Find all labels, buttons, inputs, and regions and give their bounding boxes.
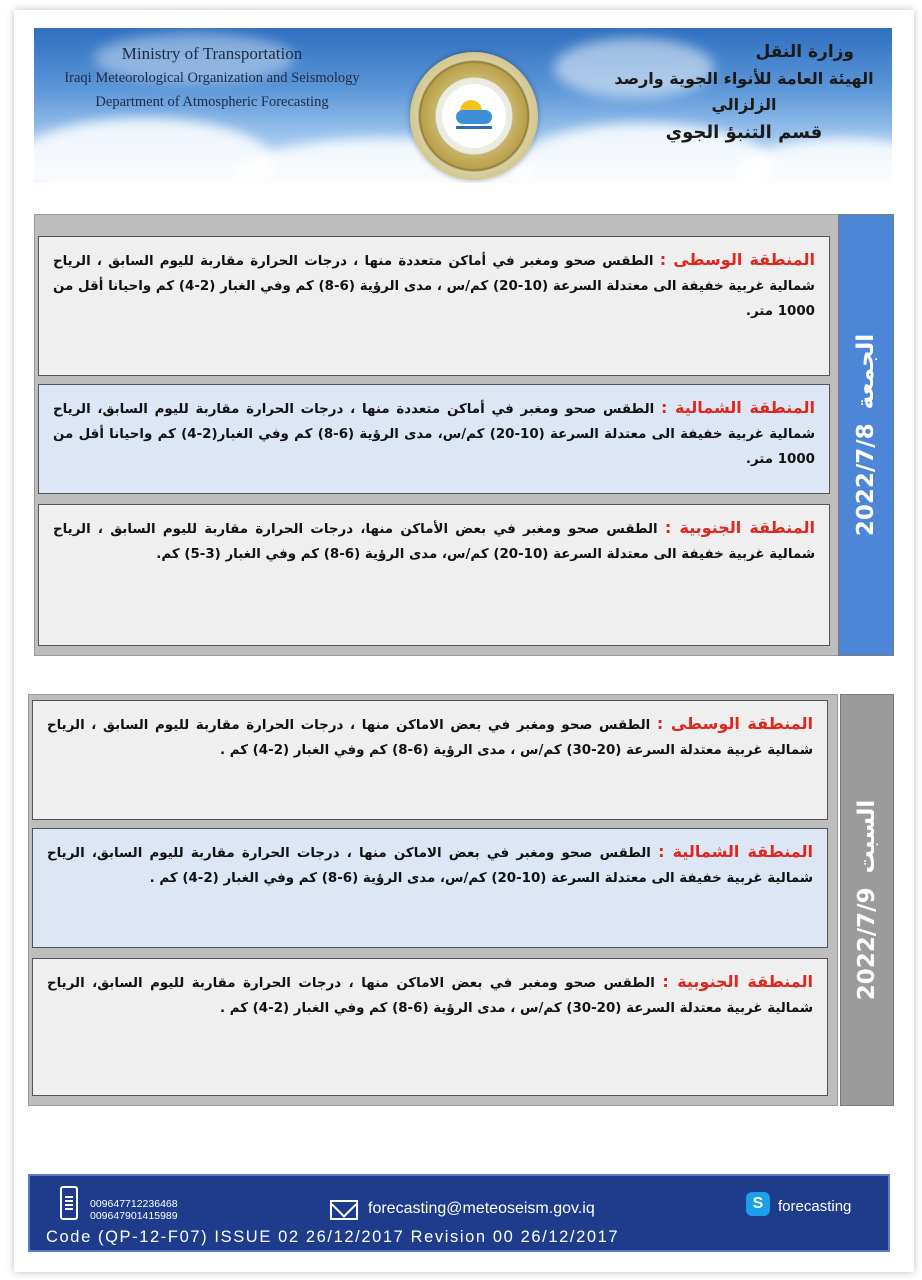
contact-footer bbox=[28, 1174, 890, 1252]
organization-title-en: Iraqi Meteorological Organization and Seismology bbox=[64, 70, 360, 86]
region-forecast-text: الطقس صحو ومغبر في بعض الاماكن منها ، درجات الحرارة مقاربة لليوم السابق ، الرياح شمالية غربية معتدلة السرعة (20-30) كم/س ، مدى الرؤية (6-8) كم وفي الغبار (2-4) كم . bbox=[47, 718, 813, 758]
region-name: المنطقة الوسطى : bbox=[659, 250, 815, 269]
region-box-northern bbox=[32, 828, 828, 948]
region-box-southern bbox=[32, 958, 828, 1096]
weekday-label: الجمعة bbox=[853, 333, 879, 410]
region-box-central bbox=[38, 236, 830, 376]
letterhead-banner bbox=[34, 28, 892, 183]
department-title-en: Department of Atmospheric Forecasting bbox=[95, 94, 329, 110]
region-name: المنطقة الشمالية : bbox=[658, 842, 814, 861]
ministry-title-ar: وزارة النقل bbox=[755, 42, 854, 62]
email-address: forecasting@meteoseism.gov.iq bbox=[368, 1200, 595, 1217]
phone-numbers bbox=[90, 1198, 178, 1222]
region-box-northern bbox=[38, 384, 830, 494]
region-name: المنطقة الجنوبية : bbox=[664, 518, 815, 537]
english-letterhead bbox=[52, 42, 372, 114]
arabic-letterhead bbox=[614, 38, 874, 148]
organization-title-ar: الهيئة العامة للأنواء الجوية وارصد الزلزالي bbox=[614, 69, 874, 114]
region-forecast-text: الطقس صحو ومغبر في بعض الاماكن منها ، درجات الحرارة مقاربة لليوم السابق، الرياح شمالية غربية خفيفة الى معتدلة السرعة (10-20) كم/س، مدى الرؤية (6-8) كم وفي الغبار (2-4) كم . bbox=[47, 846, 813, 886]
weekday-label: السبت bbox=[854, 799, 880, 874]
day-sidebar-friday bbox=[838, 214, 894, 656]
skype-handle: forecasting bbox=[778, 1198, 852, 1215]
date-label: 2022/7/8 bbox=[853, 423, 879, 537]
skype-icon: S bbox=[746, 1192, 770, 1216]
phone-number-2: 009647901415989 bbox=[90, 1210, 178, 1222]
date-label: 2022/7/9 bbox=[854, 887, 880, 1001]
department-title-ar: قسم التنبؤ الجوي bbox=[665, 122, 823, 143]
region-forecast-text: الطقس صحو ومغبر في بعض الأماكن منها، درجات الحرارة مقاربة لليوم السابق ، الرياح شمالية غربية خفيفة الى معتدلة السرعة (10-20) كم/س، مدى الرؤية (6-8) كم وفي الغبار (3-5) كم. bbox=[53, 522, 815, 562]
phone-number-1: 009647712236468 bbox=[90, 1198, 178, 1210]
region-forecast-text: الطقس صحو ومغبر في بعض الاماكن منها ، درجات الحرارة مقاربة لليوم السابق، الرياح شمالية غربية معتدلة السرعة (20-30) كم/س ، مدى الرؤية (6-8) كم وفي الغبار (2-4) كم . bbox=[47, 976, 813, 1016]
region-box-central bbox=[32, 700, 828, 820]
ministry-title-en: Ministry of Transportation bbox=[121, 44, 303, 63]
region-name: المنطقة الجنوبية : bbox=[662, 972, 813, 991]
region-forecast-text: الطقس صحو ومغبر في أماكن متعددة منها ، درجات الحرارة مقاربة لليوم السابق ، الرياح شمالية غربية خفيفة الى معتدلة السرعة (10-20) كم/س ، مدى الرؤية (6-8) كم وفي الغبار (2-4) كم واحيانا أقل من 1000 متر. bbox=[53, 254, 815, 319]
envelope-icon bbox=[330, 1200, 358, 1220]
meteorological-organization-logo-icon bbox=[410, 52, 538, 180]
region-box-southern bbox=[38, 504, 830, 646]
document-code-line: Code (QP-12-F07) ISSUE 02 26/12/2017 Revision 00 26/12/2017 bbox=[46, 1228, 620, 1246]
region-name: المنطقة الوسطى : bbox=[656, 714, 813, 733]
region-name: المنطقة الشمالية : bbox=[660, 398, 816, 417]
day-sidebar-saturday bbox=[840, 694, 894, 1106]
mobile-phone-icon bbox=[60, 1186, 78, 1220]
region-forecast-text: الطقس صحو ومغبر في أماكن متعددة منها ، درجات الحرارة مقاربة لليوم السابق، الرياح شمالية غربية خفيفة الى معتدلة السرعة (10-20) كم/س، مدى الرؤية (6-8) كم وفي الغبار(2-4) كم واحيانا أقل من 1000 متر. bbox=[53, 402, 815, 467]
